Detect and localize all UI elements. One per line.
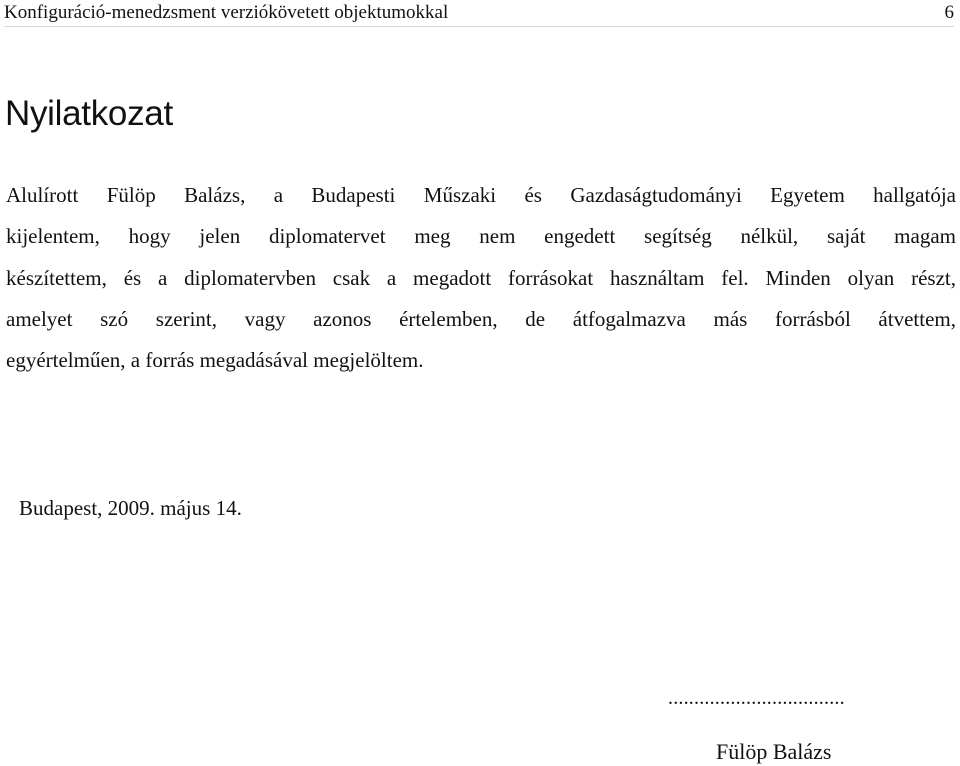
statement-line: amelyet szó szerint, vagy azonos értelemben, de átfogalmazva más forrásból átvettem, bbox=[6, 306, 956, 331]
statement-line: készítettem, és a diplomatervben csak a megadott forrásokat használtam fel. Minden olyan részt, bbox=[6, 265, 956, 290]
statement-line: Alulírott Fülöp Balázs, a Budapesti Műszaki és Gazdaságtudományi Egyetem hallgatója bbox=[6, 183, 956, 207]
running-header-title: Konfiguráció-menedzsment verziókövetett objektumokkal bbox=[4, 2, 449, 23]
statement-line: egyértelműen, a forrás megadásával megjelöltem. bbox=[6, 348, 424, 373]
signature-line: .................................. bbox=[668, 687, 845, 709]
signature-name: Fülöp Balázs bbox=[716, 739, 832, 764]
page-title: Nyilatkozat bbox=[5, 94, 173, 133]
running-header bbox=[4, 2, 954, 27]
place-date: Budapest, 2009. május 14. bbox=[19, 496, 242, 520]
statement-paragraph bbox=[6, 175, 956, 381]
statement-line: kijelentem, hogy jelen diplomatervet meg nem engedett segítség nélkül, saját magam bbox=[6, 224, 956, 249]
page-number: 6 bbox=[944, 2, 954, 23]
